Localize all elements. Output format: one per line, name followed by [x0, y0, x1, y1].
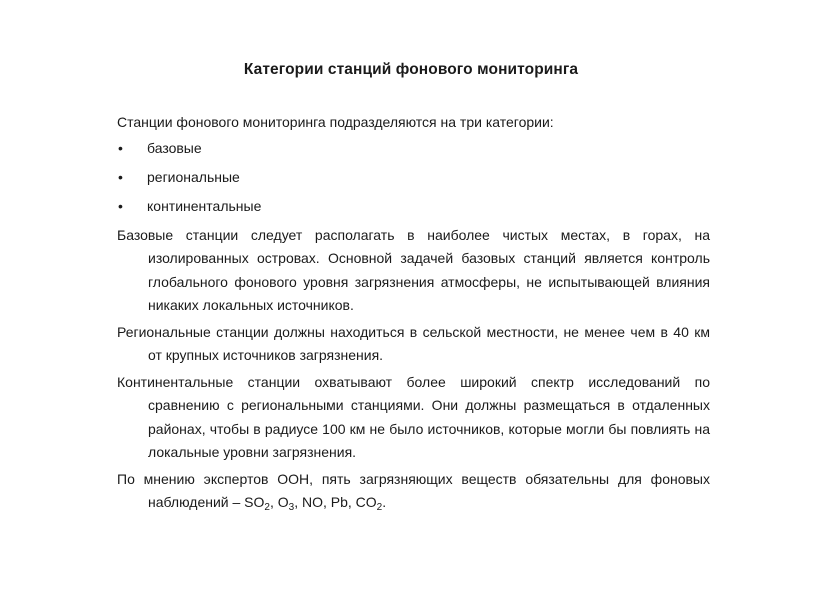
- pollutant-so2: $SO_2$: [244, 494, 270, 513]
- slide-title: Категории станций фонового мониторинга: [243, 61, 579, 78]
- category-list: [117, 137, 710, 224]
- list-item: [117, 195, 710, 224]
- un-lead-text: По мнению экспертов ООН, пять загрязняющих веществ обязательны для фоновых наблюдений –: [117, 470, 710, 510]
- pollutant-o3: $O_3$: [277, 494, 295, 513]
- category-regional: региональные: [147, 168, 240, 185]
- slide-content: [117, 111, 710, 515]
- bullet-icon: •: [118, 168, 123, 185]
- paragraph-continental-stations: Континентальные станции охватывают более широкий спектр исследований по сравнению с региональными станциями. Они должны размещаться в отдаленных районах, чтобы в радиусе 100 км не было источников, которые могли бы повлиять на локальные уровни загрязнения.: [117, 373, 710, 460]
- category-continental: континентальные: [147, 197, 262, 214]
- pollutant-co2: $CO_2$: [355, 494, 383, 513]
- paragraph-regional-stations: Региональные станции должны находиться в сельской местности, не менее чем в 40 км от крупных источников загрязнения.: [117, 323, 710, 363]
- pollutant-no: NO: [301, 494, 323, 510]
- paragraph-basic-stations: Базовые станции следует располагать в наиболее чистых местах, в горах, на изолированных островах. Основной задачей базовых станций является контроль глобального фонового уровня загрязнения атмосферы, не испытывающей влияния никаких локальных источников.: [117, 226, 710, 313]
- paragraph-un-pollutants: По мнению экспертов ООН, пять загрязняющих веществ обязательны для фоновых наблюдений – $SO_2$, $O_3$, NO, Pb, $CO_2$.: [117, 470, 710, 513]
- category-basic: базовые: [147, 139, 202, 156]
- list-item: [117, 137, 710, 166]
- pollutant-pb: Pb: [330, 494, 348, 510]
- intro-text: Станции фонового мониторинга подразделяются на три категории:: [117, 114, 554, 130]
- bullet-icon: •: [118, 139, 123, 156]
- list-item: [117, 166, 710, 195]
- bullet-icon: •: [118, 197, 123, 214]
